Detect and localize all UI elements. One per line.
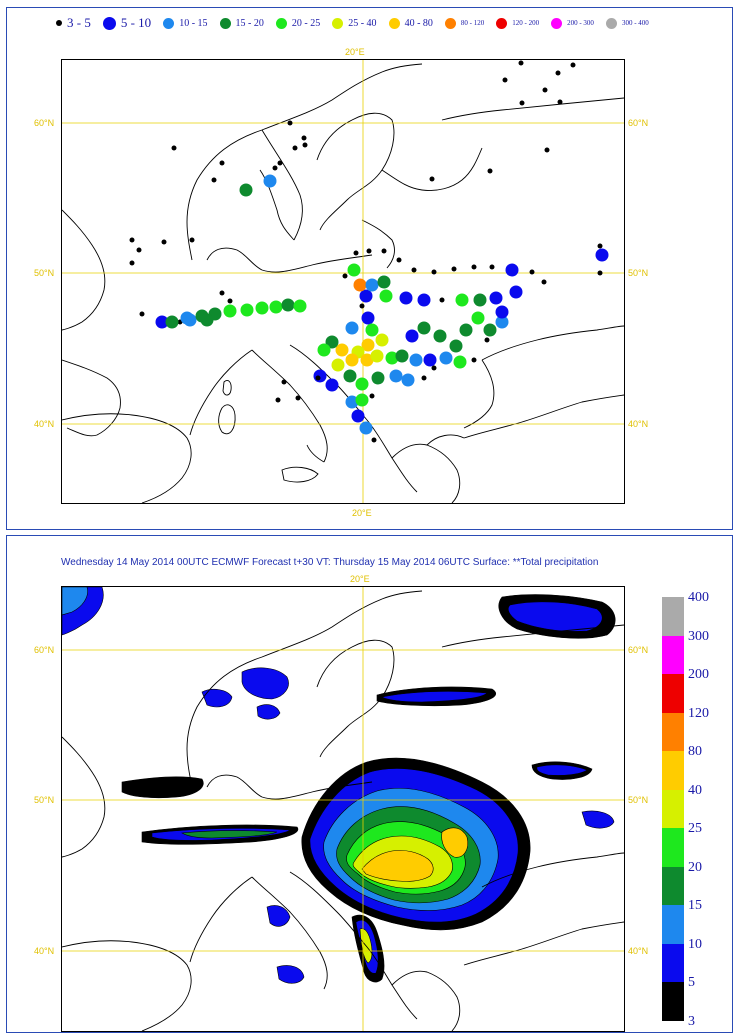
station-marker — [400, 292, 413, 305]
legend-item — [445, 18, 484, 29]
station-marker — [362, 312, 375, 325]
legend-item — [56, 15, 91, 31]
station-marker — [596, 249, 609, 262]
station-marker — [256, 302, 269, 315]
colorbar-segment — [662, 905, 684, 944]
legend-swatch — [56, 20, 62, 26]
station-marker — [360, 304, 365, 309]
station-marker — [506, 264, 519, 277]
station-marker — [452, 267, 457, 272]
station-marker — [456, 294, 469, 307]
colorbar-segment — [662, 636, 684, 675]
station-marker — [318, 344, 331, 357]
station-marker — [303, 143, 308, 148]
station-marker — [220, 161, 225, 166]
station-marker — [264, 175, 277, 188]
station-marker — [276, 398, 281, 403]
legend-label: 20 - 25 — [291, 17, 321, 29]
legend-label: 120 - 200 — [512, 19, 540, 27]
colorbar-label: 400 — [688, 590, 709, 605]
legend-item — [332, 18, 376, 29]
station-marker — [366, 324, 379, 337]
station-marker — [496, 306, 509, 319]
forecast-lat-50-right: 50°N — [628, 795, 649, 805]
station-marker — [130, 261, 135, 266]
station-marker — [490, 292, 503, 305]
colorbar-segment — [662, 828, 684, 867]
station-marker — [397, 258, 402, 263]
station-marker — [418, 322, 431, 335]
colorbar-segment — [662, 597, 684, 636]
station-marker — [228, 299, 233, 304]
station-marker — [343, 274, 348, 279]
lat-label-60-right: 60°N — [628, 118, 649, 128]
station-marker — [376, 334, 389, 347]
station-marker — [166, 316, 179, 329]
station-marker — [422, 376, 427, 381]
station-marker — [367, 249, 372, 254]
lon-label-forecast-top: 20°E — [350, 574, 370, 584]
station-marker — [356, 378, 369, 391]
legend-label: 3 - 5 — [67, 15, 91, 30]
station-marker — [360, 422, 373, 435]
legend-swatch — [551, 18, 562, 29]
station-marker — [430, 177, 435, 182]
legend-item — [276, 18, 320, 29]
station-marker — [270, 301, 283, 314]
station-marker — [346, 322, 359, 335]
colorbar-segment — [662, 867, 684, 906]
station-marker — [314, 370, 327, 383]
legend-label: 15 - 20 — [235, 17, 264, 29]
station-marker — [296, 396, 301, 401]
station-marker — [440, 298, 445, 303]
legend-item — [103, 15, 151, 31]
station-marker — [212, 178, 217, 183]
station-marker — [172, 146, 177, 151]
station-marker — [137, 248, 142, 253]
colorbar-label: 80 — [688, 744, 702, 759]
colorbar-label: 300 — [688, 628, 709, 644]
colorbar-segment — [662, 944, 684, 983]
colorbar-label: 25 — [688, 821, 702, 836]
colorbar-label: 3 — [688, 1013, 695, 1029]
colorbar-label: 15 — [688, 898, 702, 913]
coastlines — [62, 64, 624, 503]
station-marker — [598, 244, 603, 249]
station-marker — [326, 379, 339, 392]
station-marker — [372, 372, 385, 385]
station-marker — [382, 249, 387, 254]
station-marker — [332, 359, 345, 372]
forecast-lat-40-right: 40°N — [628, 946, 649, 956]
station-marker — [190, 238, 195, 243]
legend-label: 10 - 15 — [179, 17, 208, 29]
station-marker — [556, 71, 561, 76]
station-marker — [571, 63, 576, 68]
station-marker — [378, 276, 391, 289]
station-marker — [220, 291, 225, 296]
station-marker — [598, 271, 603, 276]
station-marker — [380, 290, 393, 303]
legend-item — [389, 18, 433, 29]
legend-swatch — [496, 18, 507, 29]
lat-label-50-right: 50°N — [628, 268, 649, 278]
lat-label-40-left: 40°N — [34, 419, 55, 429]
forecast-lat-40-left: 40°N — [34, 946, 55, 956]
station-marker — [370, 394, 375, 399]
colorbar-segment — [662, 751, 684, 790]
legend-swatch — [163, 18, 174, 29]
station-marker — [490, 265, 495, 270]
station-marker — [294, 300, 307, 313]
station-marker — [434, 330, 447, 343]
station-marker — [432, 270, 437, 275]
station-marker — [346, 354, 359, 367]
station-marker — [542, 280, 547, 285]
legend-swatch — [103, 17, 116, 30]
colorbar-segment — [662, 713, 684, 752]
station-marker — [472, 358, 477, 363]
legend-label: 300 - 400 — [621, 19, 649, 27]
station-marker — [510, 286, 523, 299]
station-marker — [406, 330, 419, 343]
station-marker — [302, 136, 307, 141]
station-marker — [224, 305, 237, 318]
station-marker — [390, 370, 403, 383]
station-marker — [282, 299, 295, 312]
station-marker — [412, 268, 417, 273]
lat-label-60-left: 60°N — [34, 118, 55, 128]
precip-contours — [62, 587, 615, 983]
graticule — [62, 60, 624, 503]
station-marker — [484, 324, 497, 337]
station-marker — [360, 290, 373, 303]
station-marker — [503, 78, 508, 83]
colorbar-label: 10 — [688, 936, 702, 952]
legend-swatch — [276, 18, 287, 29]
colorbar-label: 120 — [688, 705, 709, 721]
station-marker — [354, 251, 359, 256]
station-marker — [472, 312, 485, 325]
station-marker — [371, 350, 384, 363]
legend-item — [551, 18, 594, 29]
colorbar-segment — [662, 982, 684, 1021]
station-marker — [181, 312, 194, 325]
lon-label-top: 20°E — [345, 47, 365, 57]
observation-map-canvas — [62, 60, 624, 503]
legend-label: 40 - 80 — [404, 17, 433, 29]
legend-label: 200 - 300 — [567, 19, 594, 27]
station-marker — [352, 410, 365, 423]
station-marker — [288, 121, 293, 126]
colorbar-label: 200 — [688, 667, 709, 682]
station-marker — [293, 146, 298, 151]
lat-label-50-left: 50°N — [34, 268, 55, 278]
colorbar-segment — [662, 674, 684, 713]
forecast-map — [61, 586, 625, 1032]
forecast-title: Wednesday 14 May 2014 00UTC ECMWF Forecast t+30 VT: Thursday 15 May 2014 06UTC Surface: **Total precipitation — [61, 557, 599, 568]
station-marker — [485, 338, 490, 343]
station-marker — [440, 352, 453, 365]
station-marker — [396, 350, 409, 363]
station-marker — [354, 279, 367, 292]
lon-label-bottom: 20°E — [352, 508, 372, 518]
station-marker — [519, 61, 524, 66]
station-marker — [201, 314, 214, 327]
observation-points — [130, 61, 609, 443]
station-marker — [282, 380, 287, 385]
lat-label-40-right: 40°N — [628, 419, 649, 429]
station-marker — [545, 148, 550, 153]
station-marker — [372, 438, 377, 443]
station-marker — [454, 356, 467, 369]
station-marker — [432, 366, 437, 371]
legend-label: 25 - 40 — [348, 17, 377, 29]
legend-label: 5 - 10 — [120, 15, 152, 30]
forecast-map-canvas — [62, 587, 624, 1031]
station-marker — [424, 354, 437, 367]
station-marker — [558, 100, 563, 105]
legend-label: 80 - 120 — [460, 19, 485, 27]
colorbar-label: 5 — [688, 975, 695, 990]
colorbar-label: 20 — [688, 859, 702, 875]
station-marker — [241, 304, 254, 317]
station-marker — [530, 270, 535, 275]
precip-colorbar — [662, 597, 684, 1021]
station-marker — [520, 101, 525, 106]
colorbar-label: 40 — [688, 782, 702, 798]
legend-item — [606, 18, 649, 29]
station-marker — [273, 166, 278, 171]
legend-swatch — [332, 18, 343, 29]
station-marker — [410, 354, 423, 367]
station-marker — [356, 394, 369, 407]
station-marker — [278, 161, 283, 166]
observation-map — [61, 59, 625, 504]
station-marker — [418, 294, 431, 307]
station-marker — [140, 312, 145, 317]
forecast-lat-60-right: 60°N — [628, 645, 649, 655]
station-marker — [348, 264, 361, 277]
station-marker — [344, 370, 357, 383]
legend-swatch — [220, 18, 231, 29]
station-marker — [474, 294, 487, 307]
legend-swatch — [445, 18, 456, 29]
station-marker — [366, 279, 379, 292]
legend-item — [496, 18, 539, 29]
station-marker — [240, 184, 253, 197]
forecast-lat-50-left: 50°N — [34, 795, 55, 805]
station-marker — [130, 238, 135, 243]
legend-item — [220, 18, 264, 29]
station-marker — [488, 169, 493, 174]
station-marker — [316, 376, 321, 381]
station-marker — [162, 240, 167, 245]
colorbar-segment — [662, 790, 684, 829]
station-marker — [472, 265, 477, 270]
station-marker — [402, 374, 415, 387]
station-marker — [450, 340, 463, 353]
legend-swatch — [389, 18, 400, 29]
station-marker — [460, 324, 473, 337]
observation-legend — [56, 14, 661, 32]
forecast-lat-60-left: 60°N — [34, 645, 55, 655]
station-marker — [543, 88, 548, 93]
legend-item — [163, 18, 207, 29]
legend-swatch — [606, 18, 617, 29]
